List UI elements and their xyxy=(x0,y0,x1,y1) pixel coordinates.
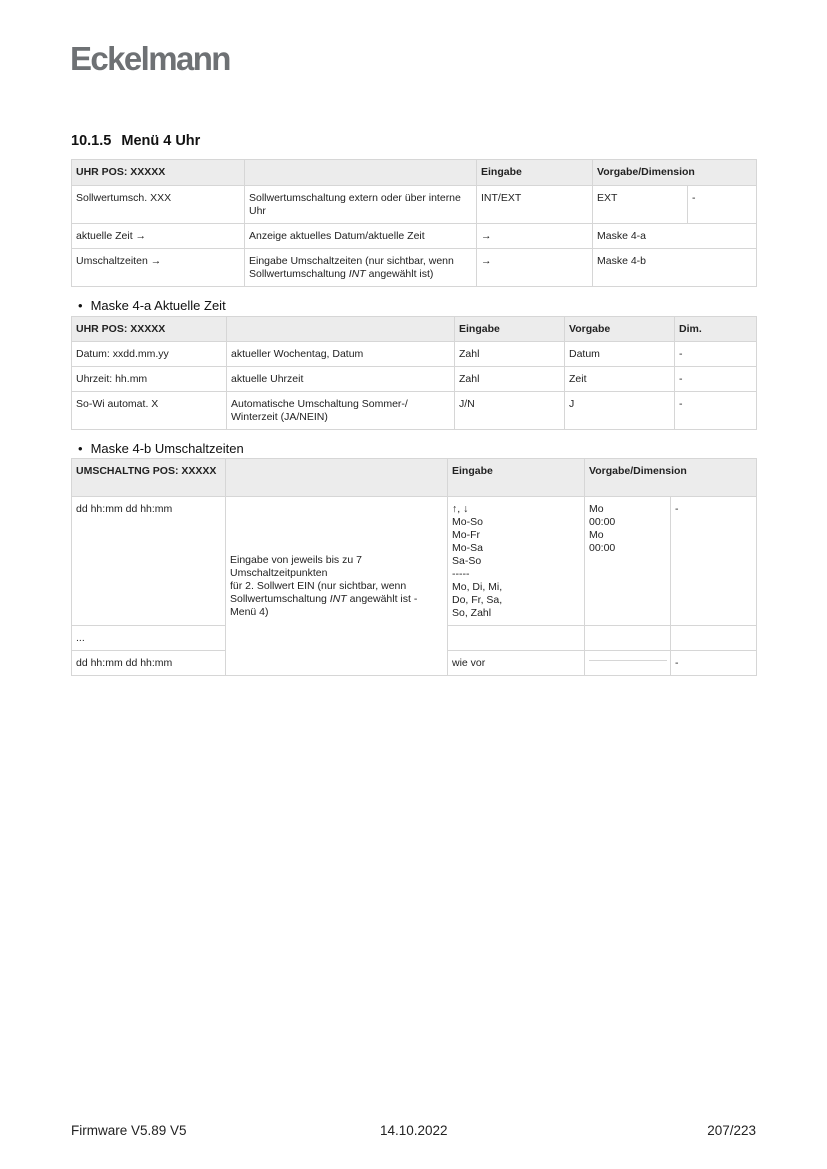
table-cell: Uhrzeit: hh.mm xyxy=(72,367,227,392)
table-cell xyxy=(448,626,585,651)
table-cell-description xyxy=(226,497,448,676)
table-cell: Datum: xxdd.mm.yy xyxy=(72,342,227,367)
table-cell: - xyxy=(688,186,757,224)
emphasis-text: INT xyxy=(329,593,347,605)
table-cell: - xyxy=(671,651,757,676)
table-cell: wie vor xyxy=(448,651,585,676)
header-cell: UHR POS: XXXXX xyxy=(72,317,227,342)
header-cell: UMSCHALTNG POS: XXXXX xyxy=(72,459,226,497)
table-row xyxy=(72,249,757,287)
table-cell: EXT xyxy=(593,186,688,224)
header-cell xyxy=(226,459,448,497)
header-cell: Dim. xyxy=(675,317,757,342)
section-title: Menü 4 Uhr xyxy=(121,133,201,149)
table-cell xyxy=(585,651,671,676)
footer-date: 14.10.2022 xyxy=(380,1123,448,1138)
bullet-item xyxy=(78,441,244,456)
table-cell: aktuelle Zeit → xyxy=(72,224,245,249)
mask-4b-table xyxy=(71,458,757,676)
table-cell: Umschaltzeiten → xyxy=(72,249,245,287)
table-cell xyxy=(585,626,671,651)
table-cell: - xyxy=(675,367,757,392)
header-cell: Eingabe xyxy=(448,459,585,497)
bullet-text: Maske 4-b Umschaltzeiten xyxy=(90,441,244,456)
header-cell xyxy=(227,317,455,342)
table-cell: Zeit xyxy=(565,367,675,392)
header-cell: Vorgabe xyxy=(565,317,675,342)
table-cell: Anzeige aktuelles Datum/aktuelle Zeit xyxy=(245,224,477,249)
bullet-text: Maske 4-a Aktuelle Zeit xyxy=(90,298,226,313)
table-cell: Automatische Umschaltung Sommer-/ Winterzeit (JA/NEIN) xyxy=(227,392,455,430)
table-cell: dd hh:mm dd hh:mm xyxy=(72,651,226,676)
table-cell: J/N xyxy=(455,392,565,430)
table-cell: Zahl xyxy=(455,367,565,392)
table-row xyxy=(72,392,757,430)
section-heading xyxy=(71,133,200,149)
cell-text: Eingabe von jeweils bis zu 7 Umschaltzeitpunkten für 2. Sollwert EIN (nur sichtbar, wenn Sollwertumschaltung xyxy=(230,554,407,605)
cell-text: angewählt ist) xyxy=(365,268,434,280)
table-cell: dd hh:mm dd hh:mm xyxy=(72,497,226,626)
table-cell: Zahl xyxy=(455,342,565,367)
header-cell: Eingabe xyxy=(455,317,565,342)
table-cell: Maske 4-a xyxy=(593,224,757,249)
company-logo: Eckelmann xyxy=(70,40,230,77)
cell-text: Eingabe Umschaltzeiten (nur sichtbar, wenn Sollwertumschaltung xyxy=(249,255,454,280)
bullet-icon: • xyxy=(78,441,83,456)
table-cell xyxy=(245,249,477,287)
table-row xyxy=(72,342,757,367)
header-cell: UHR POS: XXXXX xyxy=(72,160,245,186)
table-header-row xyxy=(72,459,757,497)
table-cell: Sollwertumschaltung extern oder über interne Uhr xyxy=(245,186,477,224)
table-row xyxy=(72,224,757,249)
bullet-item xyxy=(78,298,226,313)
table-cell: INT/EXT xyxy=(477,186,593,224)
cell-text: angewählt ist - Menü 4) xyxy=(230,593,418,618)
table-cell: Datum xyxy=(565,342,675,367)
divider xyxy=(589,660,667,661)
bullet-icon: • xyxy=(78,298,83,313)
header-cell: Vorgabe/Dimension xyxy=(585,459,757,497)
table-cell: Mo 00:00 Mo 00:00 xyxy=(585,497,671,626)
table-cell: - xyxy=(671,497,757,626)
table-cell: So-Wi automat. X xyxy=(72,392,227,430)
header-cell xyxy=(245,160,477,186)
table-cell: - xyxy=(675,342,757,367)
table-cell: Sollwertumsch. XXX xyxy=(72,186,245,224)
table-cell: aktuelle Uhrzeit xyxy=(227,367,455,392)
footer-page-number: 207/223 xyxy=(707,1123,756,1138)
footer-firmware: Firmware V5.89 V5 xyxy=(71,1123,187,1138)
mask-4a-table xyxy=(71,316,757,430)
table-row xyxy=(72,367,757,392)
table-cell: → xyxy=(477,224,593,249)
table-cell: → xyxy=(477,249,593,287)
table-header-row xyxy=(72,160,757,186)
menu-4-table xyxy=(71,159,757,287)
table-cell: ↑, ↓ Mo-So Mo-Fr Mo-Sa Sa-So ----- Mo, Di, Mi, Do, Fr, Sa, So, Zahl xyxy=(448,497,585,626)
table-row xyxy=(72,497,757,626)
emphasis-text: INT xyxy=(348,268,366,280)
table-cell: aktueller Wochentag, Datum xyxy=(227,342,455,367)
section-number: 10.1.5 xyxy=(71,133,112,149)
table-cell: ... xyxy=(72,626,226,651)
table-cell: - xyxy=(675,392,757,430)
table-cell: J xyxy=(565,392,675,430)
table-header-row xyxy=(72,317,757,342)
table-row xyxy=(72,186,757,224)
table-cell: Maske 4-b xyxy=(593,249,757,287)
table-cell xyxy=(671,626,757,651)
header-cell: Eingabe xyxy=(477,160,593,186)
header-cell: Vorgabe/Dimension xyxy=(593,160,757,186)
